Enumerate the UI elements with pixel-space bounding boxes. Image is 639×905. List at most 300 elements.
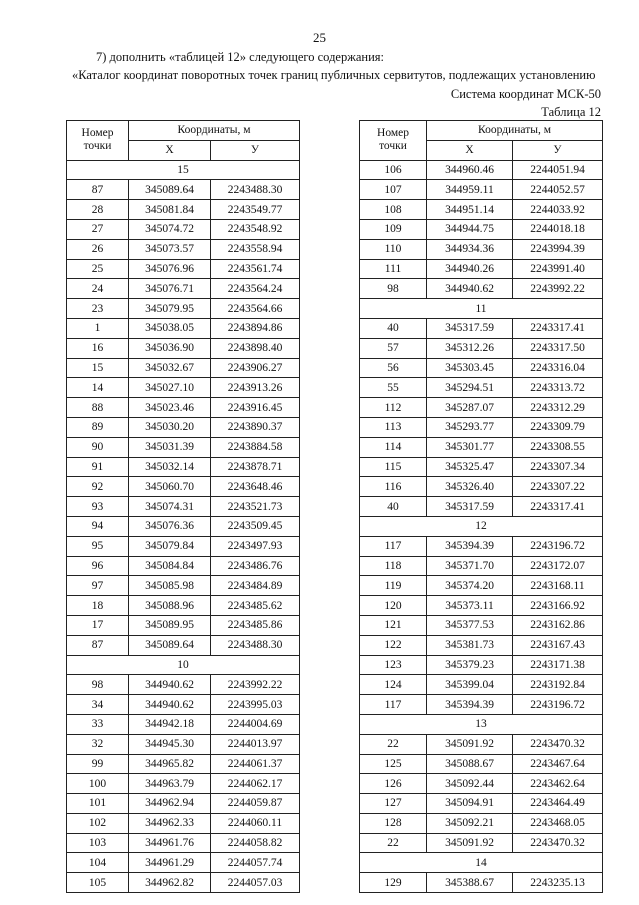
table-row (360, 200, 603, 220)
table-row (67, 695, 300, 715)
x-coordinate-cell: 345032.14 (129, 457, 211, 477)
x-coordinate-cell: 345079.84 (129, 536, 211, 556)
point-number-cell: 115 (360, 457, 427, 477)
table-row (360, 160, 603, 180)
point-number-cell: 14 (67, 378, 129, 398)
x-coordinate-cell: 345091.92 (427, 833, 513, 853)
header-y: У (211, 140, 300, 160)
x-coordinate-cell: 345089.64 (129, 635, 211, 655)
x-coordinate-cell: 345303.45 (427, 358, 513, 378)
x-coordinate-cell: 344945.30 (129, 734, 211, 754)
y-coordinate-cell: 2243558.94 (211, 239, 300, 259)
point-number-cell: 40 (360, 318, 427, 338)
x-coordinate-cell: 345312.26 (427, 338, 513, 358)
point-number-cell: 113 (360, 417, 427, 437)
y-coordinate-cell: 2243171.38 (513, 655, 603, 675)
point-number-cell: 22 (360, 734, 427, 754)
table-row (67, 714, 300, 734)
table-row (360, 536, 603, 556)
x-coordinate-cell: 345076.96 (129, 259, 211, 279)
table-row (360, 754, 603, 774)
x-coordinate-cell: 345301.77 (427, 437, 513, 457)
point-number-cell: 34 (67, 695, 129, 715)
table-row (67, 635, 300, 655)
x-coordinate-cell: 344963.79 (129, 774, 211, 794)
y-coordinate-cell: 2244004.69 (211, 714, 300, 734)
table-row (67, 338, 300, 358)
section-number: 13 (360, 714, 603, 734)
y-coordinate-cell: 2243316.04 (513, 358, 603, 378)
header-point-number-line2: точки (379, 140, 407, 153)
table-caption: Таблица 12 (541, 105, 601, 119)
y-coordinate-cell: 2244051.94 (513, 160, 603, 180)
y-coordinate-cell: 2243906.27 (211, 358, 300, 378)
y-coordinate-cell: 2244013.97 (211, 734, 300, 754)
table-row (67, 378, 300, 398)
table-row (67, 675, 300, 695)
point-number-cell: 126 (360, 774, 427, 794)
y-coordinate-cell: 2243172.07 (513, 556, 603, 576)
x-coordinate-cell: 345394.39 (427, 695, 513, 715)
point-number-cell: 107 (360, 180, 427, 200)
table-row (67, 358, 300, 378)
point-number-cell: 117 (360, 695, 427, 715)
y-coordinate-cell: 2243561.74 (211, 259, 300, 279)
y-coordinate-cell: 2243521.73 (211, 497, 300, 517)
point-number-cell: 110 (360, 239, 427, 259)
header-point-number (360, 121, 427, 161)
y-coordinate-cell: 2243235.13 (513, 873, 603, 893)
y-coordinate-cell: 2243166.92 (513, 596, 603, 616)
section-number: 15 (67, 160, 300, 180)
x-coordinate-cell: 345027.10 (129, 378, 211, 398)
table-body-right (360, 160, 603, 892)
section-row (360, 516, 603, 536)
table-row (67, 279, 300, 299)
table-row (360, 873, 603, 893)
y-coordinate-cell: 2243894.86 (211, 318, 300, 338)
x-coordinate-cell: 344960.46 (427, 160, 513, 180)
point-number-cell: 105 (67, 873, 129, 893)
x-coordinate-cell: 345371.70 (427, 556, 513, 576)
point-number-cell: 106 (360, 160, 427, 180)
x-coordinate-cell: 345030.20 (129, 417, 211, 437)
x-coordinate-cell: 345074.72 (129, 219, 211, 239)
x-coordinate-cell: 344962.94 (129, 794, 211, 814)
x-coordinate-cell: 344944.75 (427, 219, 513, 239)
y-coordinate-cell: 2243488.30 (211, 180, 300, 200)
y-coordinate-cell: 2244058.82 (211, 833, 300, 853)
y-coordinate-cell: 2243307.22 (513, 477, 603, 497)
point-number-cell: 103 (67, 833, 129, 853)
section-number: 10 (67, 655, 300, 675)
point-number-cell: 55 (360, 378, 427, 398)
point-number-cell: 112 (360, 398, 427, 418)
point-number-cell: 104 (67, 853, 129, 873)
coordinates-table-left (66, 120, 300, 893)
point-number-cell: 16 (67, 338, 129, 358)
point-number-cell: 117 (360, 536, 427, 556)
header-x: X (129, 140, 211, 160)
x-coordinate-cell: 345388.67 (427, 873, 513, 893)
x-coordinate-cell: 345038.05 (129, 318, 211, 338)
section-row (67, 655, 300, 675)
table-row (67, 457, 300, 477)
y-coordinate-cell: 2243995.03 (211, 695, 300, 715)
point-number-cell: 99 (67, 754, 129, 774)
section-number: 12 (360, 516, 603, 536)
table-row (67, 794, 300, 814)
y-coordinate-cell: 2243462.64 (513, 774, 603, 794)
x-coordinate-cell: 345381.73 (427, 635, 513, 655)
table-row (67, 536, 300, 556)
y-coordinate-cell: 2243878.71 (211, 457, 300, 477)
table-row (67, 615, 300, 635)
page-number: 25 (313, 30, 326, 45)
y-coordinate-cell: 2243485.86 (211, 615, 300, 635)
point-number-cell: 24 (67, 279, 129, 299)
y-coordinate-cell: 2243317.41 (513, 318, 603, 338)
y-coordinate-cell: 2243488.30 (211, 635, 300, 655)
x-coordinate-cell: 344934.36 (427, 239, 513, 259)
x-coordinate-cell: 345081.84 (129, 200, 211, 220)
section-row (360, 299, 603, 319)
x-coordinate-cell: 345091.92 (427, 734, 513, 754)
point-number-cell: 125 (360, 754, 427, 774)
point-number-cell: 98 (67, 675, 129, 695)
point-number-cell: 26 (67, 239, 129, 259)
point-number-cell: 120 (360, 596, 427, 616)
x-coordinate-cell: 344965.82 (129, 754, 211, 774)
x-coordinate-cell: 344962.82 (129, 873, 211, 893)
catalog-title: «Каталог координат поворотных точек границ публичных сервитутов, подлежащих установлению (72, 68, 596, 82)
point-number-cell: 33 (67, 714, 129, 734)
table-row (360, 477, 603, 497)
table-row (67, 516, 300, 536)
point-number-cell: 87 (67, 635, 129, 655)
table-row (360, 279, 603, 299)
x-coordinate-cell: 345326.40 (427, 477, 513, 497)
table-row (360, 437, 603, 457)
y-coordinate-cell: 2243317.50 (513, 338, 603, 358)
x-coordinate-cell: 345287.07 (427, 398, 513, 418)
point-number-cell: 28 (67, 200, 129, 220)
table-row (67, 398, 300, 418)
point-number-cell: 121 (360, 615, 427, 635)
table-row (67, 437, 300, 457)
table-row (360, 556, 603, 576)
point-number-cell: 98 (360, 279, 427, 299)
x-coordinate-cell: 345074.31 (129, 497, 211, 517)
y-coordinate-cell: 2243991.40 (513, 259, 603, 279)
table-row (67, 497, 300, 517)
point-number-cell: 97 (67, 576, 129, 596)
table-row (360, 813, 603, 833)
y-coordinate-cell: 2243470.32 (513, 833, 603, 853)
table-row (360, 655, 603, 675)
table-row (360, 457, 603, 477)
y-coordinate-cell: 2243192.84 (513, 675, 603, 695)
x-coordinate-cell: 345085.98 (129, 576, 211, 596)
table-row (67, 477, 300, 497)
table-row (360, 576, 603, 596)
table-row (67, 200, 300, 220)
x-coordinate-cell: 345373.11 (427, 596, 513, 616)
point-number-cell: 92 (67, 477, 129, 497)
table-row (360, 615, 603, 635)
y-coordinate-cell: 2243464.49 (513, 794, 603, 814)
x-coordinate-cell: 344942.18 (129, 714, 211, 734)
header-y: У (513, 140, 603, 160)
point-number-cell: 17 (67, 615, 129, 635)
point-number-cell: 95 (67, 536, 129, 556)
y-coordinate-cell: 2243497.93 (211, 536, 300, 556)
table-row (67, 576, 300, 596)
table-row (360, 398, 603, 418)
point-number-cell: 94 (67, 516, 129, 536)
point-number-cell: 93 (67, 497, 129, 517)
point-number-cell: 88 (67, 398, 129, 418)
table-body-left (67, 160, 300, 892)
x-coordinate-cell: 344959.11 (427, 180, 513, 200)
point-number-cell: 114 (360, 437, 427, 457)
header-point-number-line1: Номер (377, 127, 409, 140)
point-number-cell: 122 (360, 635, 427, 655)
x-coordinate-cell: 345032.67 (129, 358, 211, 378)
point-number-cell: 32 (67, 734, 129, 754)
table-row (67, 813, 300, 833)
point-number-cell: 89 (67, 417, 129, 437)
table-row (360, 417, 603, 437)
y-coordinate-cell: 2243509.45 (211, 516, 300, 536)
x-coordinate-cell: 344961.76 (129, 833, 211, 853)
table-row (360, 338, 603, 358)
point-number-cell: 40 (360, 497, 427, 517)
point-number-cell: 18 (67, 596, 129, 616)
y-coordinate-cell: 2243485.62 (211, 596, 300, 616)
table-row (67, 853, 300, 873)
y-coordinate-cell: 2243196.72 (513, 695, 603, 715)
x-coordinate-cell: 345089.95 (129, 615, 211, 635)
section-number: 11 (360, 299, 603, 319)
table-row (360, 675, 603, 695)
x-coordinate-cell: 344940.26 (427, 259, 513, 279)
table-row (67, 417, 300, 437)
y-coordinate-cell: 2243548.92 (211, 219, 300, 239)
x-coordinate-cell: 345073.57 (129, 239, 211, 259)
point-number-cell: 56 (360, 358, 427, 378)
y-coordinate-cell: 2244057.74 (211, 853, 300, 873)
point-number-cell: 129 (360, 873, 427, 893)
table-row (360, 219, 603, 239)
y-coordinate-cell: 2243486.76 (211, 556, 300, 576)
x-coordinate-cell: 345076.71 (129, 279, 211, 299)
table-row (360, 318, 603, 338)
x-coordinate-cell: 344962.33 (129, 813, 211, 833)
table-row (360, 259, 603, 279)
table-row (67, 180, 300, 200)
x-coordinate-cell: 345023.46 (129, 398, 211, 418)
x-coordinate-cell: 345379.23 (427, 655, 513, 675)
x-coordinate-cell: 345088.96 (129, 596, 211, 616)
point-number-cell: 123 (360, 655, 427, 675)
table-row (67, 239, 300, 259)
table-row (67, 754, 300, 774)
y-coordinate-cell: 2243890.37 (211, 417, 300, 437)
coordinates-table-right (359, 120, 603, 893)
y-coordinate-cell: 2244061.37 (211, 754, 300, 774)
x-coordinate-cell: 345399.04 (427, 675, 513, 695)
y-coordinate-cell: 2243898.40 (211, 338, 300, 358)
table-row (360, 794, 603, 814)
y-coordinate-cell: 2243916.45 (211, 398, 300, 418)
header-point-number (67, 121, 129, 161)
y-coordinate-cell: 2243549.77 (211, 200, 300, 220)
x-coordinate-cell: 345325.47 (427, 457, 513, 477)
table-row (360, 833, 603, 853)
table-row (360, 635, 603, 655)
y-coordinate-cell: 2243994.39 (513, 239, 603, 259)
point-number-cell: 27 (67, 219, 129, 239)
x-coordinate-cell: 344940.62 (427, 279, 513, 299)
point-number-cell: 108 (360, 200, 427, 220)
table-row (67, 259, 300, 279)
point-number-cell: 22 (360, 833, 427, 853)
point-number-cell: 57 (360, 338, 427, 358)
y-coordinate-cell: 2244052.57 (513, 180, 603, 200)
table-row (360, 734, 603, 754)
y-coordinate-cell: 2243162.86 (513, 615, 603, 635)
x-coordinate-cell: 344961.29 (129, 853, 211, 873)
table-row (360, 358, 603, 378)
y-coordinate-cell: 2243313.72 (513, 378, 603, 398)
point-number-cell: 119 (360, 576, 427, 596)
y-coordinate-cell: 2244062.17 (211, 774, 300, 794)
table-row (67, 734, 300, 754)
section-number: 14 (360, 853, 603, 873)
coordinate-system-label: Система координат МСК-50 (450, 87, 601, 101)
section-row (67, 160, 300, 180)
table-row (360, 774, 603, 794)
section-row (360, 714, 603, 734)
table-row (67, 833, 300, 853)
table-row (67, 596, 300, 616)
y-coordinate-cell: 2243317.41 (513, 497, 603, 517)
y-coordinate-cell: 2243884.58 (211, 437, 300, 457)
point-number-cell: 90 (67, 437, 129, 457)
table-row (360, 378, 603, 398)
table-row (67, 556, 300, 576)
table-row (67, 219, 300, 239)
section-row (360, 853, 603, 873)
x-coordinate-cell: 345092.44 (427, 774, 513, 794)
y-coordinate-cell: 2244059.87 (211, 794, 300, 814)
x-coordinate-cell: 345377.53 (427, 615, 513, 635)
x-coordinate-cell: 345084.84 (129, 556, 211, 576)
y-coordinate-cell: 2243564.66 (211, 299, 300, 319)
point-number-cell: 23 (67, 299, 129, 319)
y-coordinate-cell: 2243913.26 (211, 378, 300, 398)
y-coordinate-cell: 2243992.22 (211, 675, 300, 695)
y-coordinate-cell: 2243196.72 (513, 536, 603, 556)
point-number-cell: 124 (360, 675, 427, 695)
x-coordinate-cell: 345092.21 (427, 813, 513, 833)
table-row (360, 596, 603, 616)
x-coordinate-cell: 345317.59 (427, 318, 513, 338)
y-coordinate-cell: 2243312.29 (513, 398, 603, 418)
y-coordinate-cell: 2243484.89 (211, 576, 300, 596)
table-row (360, 239, 603, 259)
x-coordinate-cell: 344940.62 (129, 695, 211, 715)
point-number-cell: 101 (67, 794, 129, 814)
point-number-cell: 118 (360, 556, 427, 576)
table-row (360, 497, 603, 517)
point-number-cell: 91 (67, 457, 129, 477)
table-row (67, 299, 300, 319)
y-coordinate-cell: 2243167.43 (513, 635, 603, 655)
point-number-cell: 109 (360, 219, 427, 239)
header-coordinates: Координаты, м (129, 121, 300, 141)
x-coordinate-cell: 344940.62 (129, 675, 211, 695)
table-row (67, 318, 300, 338)
x-coordinate-cell: 345060.70 (129, 477, 211, 497)
y-coordinate-cell: 2244057.03 (211, 873, 300, 893)
table-row (67, 873, 300, 893)
x-coordinate-cell: 345031.39 (129, 437, 211, 457)
x-coordinate-cell: 345094.91 (427, 794, 513, 814)
point-number-cell: 127 (360, 794, 427, 814)
y-coordinate-cell: 2243168.11 (513, 576, 603, 596)
header-point-number-line2: точки (83, 140, 112, 153)
y-coordinate-cell: 2243992.22 (513, 279, 603, 299)
point-number-cell: 111 (360, 259, 427, 279)
point-number-cell: 128 (360, 813, 427, 833)
y-coordinate-cell: 2243468.05 (513, 813, 603, 833)
x-coordinate-cell: 345317.59 (427, 497, 513, 517)
y-coordinate-cell: 2243307.34 (513, 457, 603, 477)
y-coordinate-cell: 2243467.64 (513, 754, 603, 774)
y-coordinate-cell: 2243564.24 (211, 279, 300, 299)
point-number-cell: 1 (67, 318, 129, 338)
table-row (360, 695, 603, 715)
y-coordinate-cell: 2244033.92 (513, 200, 603, 220)
x-coordinate-cell: 345294.51 (427, 378, 513, 398)
header-point-number-line1: Номер (81, 127, 114, 140)
x-coordinate-cell: 345088.67 (427, 754, 513, 774)
x-coordinate-cell: 345089.64 (129, 180, 211, 200)
table-row (360, 180, 603, 200)
header-x: X (427, 140, 513, 160)
x-coordinate-cell: 345394.39 (427, 536, 513, 556)
x-coordinate-cell: 345036.90 (129, 338, 211, 358)
x-coordinate-cell: 345293.77 (427, 417, 513, 437)
y-coordinate-cell: 2244018.18 (513, 219, 603, 239)
y-coordinate-cell: 2243648.46 (211, 477, 300, 497)
header-coordinates: Координаты, м (427, 121, 603, 141)
y-coordinate-cell: 2243308.55 (513, 437, 603, 457)
point-number-cell: 25 (67, 259, 129, 279)
table-row (67, 774, 300, 794)
point-number-cell: 102 (67, 813, 129, 833)
point-number-cell: 87 (67, 180, 129, 200)
point-number-cell: 15 (67, 358, 129, 378)
y-coordinate-cell: 2244060.11 (211, 813, 300, 833)
y-coordinate-cell: 2243309.79 (513, 417, 603, 437)
x-coordinate-cell: 345374.20 (427, 576, 513, 596)
point-number-cell: 100 (67, 774, 129, 794)
y-coordinate-cell: 2243470.32 (513, 734, 603, 754)
x-coordinate-cell: 345079.95 (129, 299, 211, 319)
